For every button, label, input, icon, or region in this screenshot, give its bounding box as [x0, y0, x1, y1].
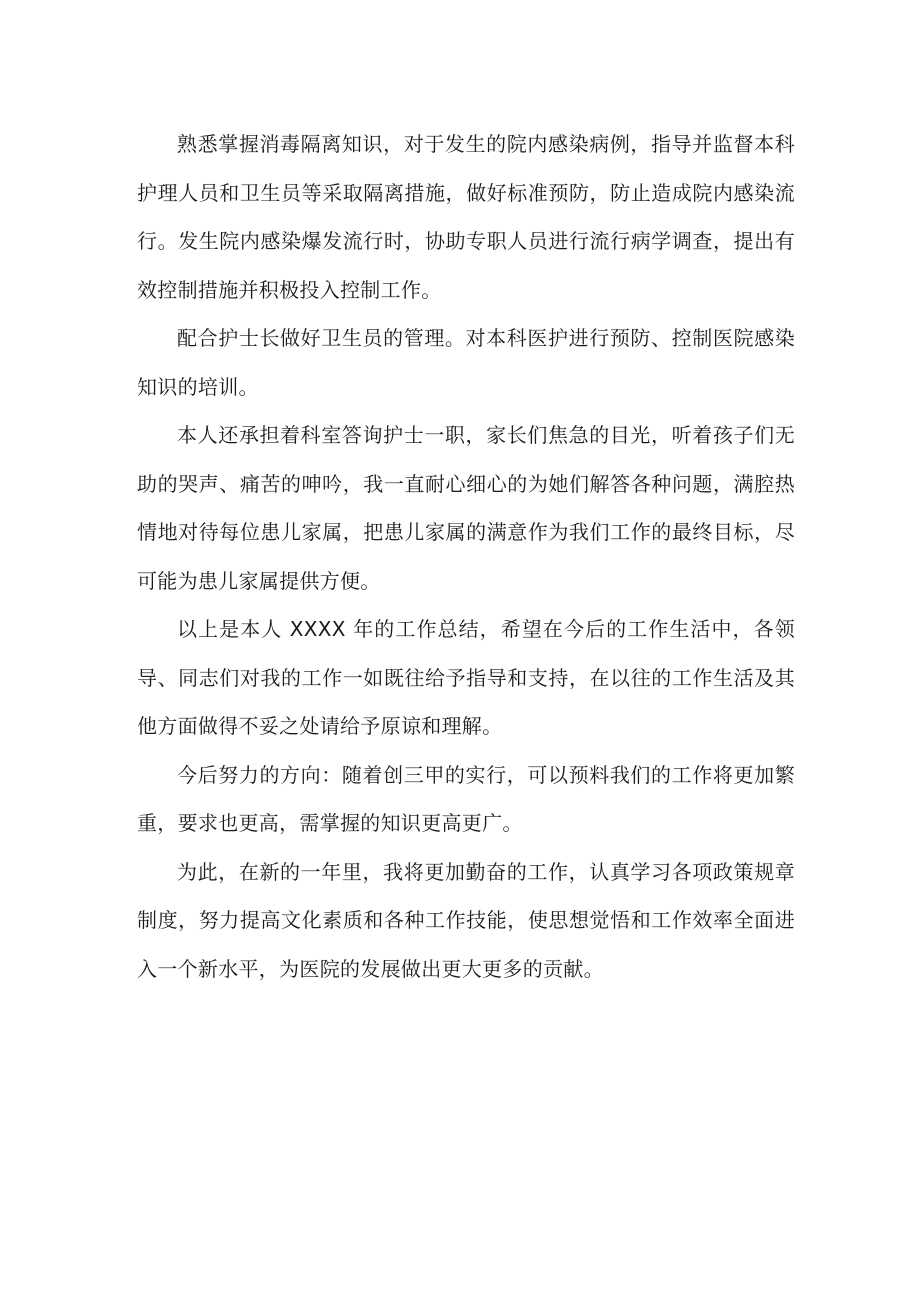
paragraph-summary: 以上是本人 XXXX 年的工作总结，希望在今后的工作生活中，各领导、同志们对我的工作一如既往给予指导和支持，在以往的工作生活及其他方面做得不妥之处请给予原谅和理解。: [137, 617, 795, 738]
paragraph-future-direction: 今后努力的方向：随着创三甲的实行，可以预料我们的工作将更加繁重，要求也更高，需掌握的知识更高更广。: [137, 762, 795, 835]
paragraph-cleaner-management: 配合护士长做好卫生员的管理。对本科医护进行预防、控制医院感染知识的培训。: [137, 326, 795, 399]
paragraph-infection-control: 熟悉掌握消毒隔离知识，对于发生的院内感染病例，指导并监督本科护理人员和卫生员等采取隔离措施，做好标准预防，防止造成院内感染流行。发生院内感染爆发流行时，协助专职人员进行流行病学调查，提出有效控制措施并积极投入控制工作。: [137, 132, 795, 302]
document-body: [137, 120, 795, 993]
paragraph-consulting-nurse: 本人还承担着科室答询护士一职，家长们焦急的目光，听着孩子们无助的哭声、痛苦的呻吟，我一直耐心细心的为她们解答各种问题，满腔热情地对待每位患儿家属，把患儿家属的满意作为我们工作的最终目标，尽可能为患儿家属提供方便。: [137, 423, 795, 593]
paragraph-new-year-plan: 为此，在新的一年里，我将更加勤奋的工作，认真学习各项政策规章制度，努力提高文化素质和各种工作技能，使思想觉悟和工作效率全面进入一个新水平，为医院的发展做出更大更多的贡献。: [137, 859, 795, 981]
